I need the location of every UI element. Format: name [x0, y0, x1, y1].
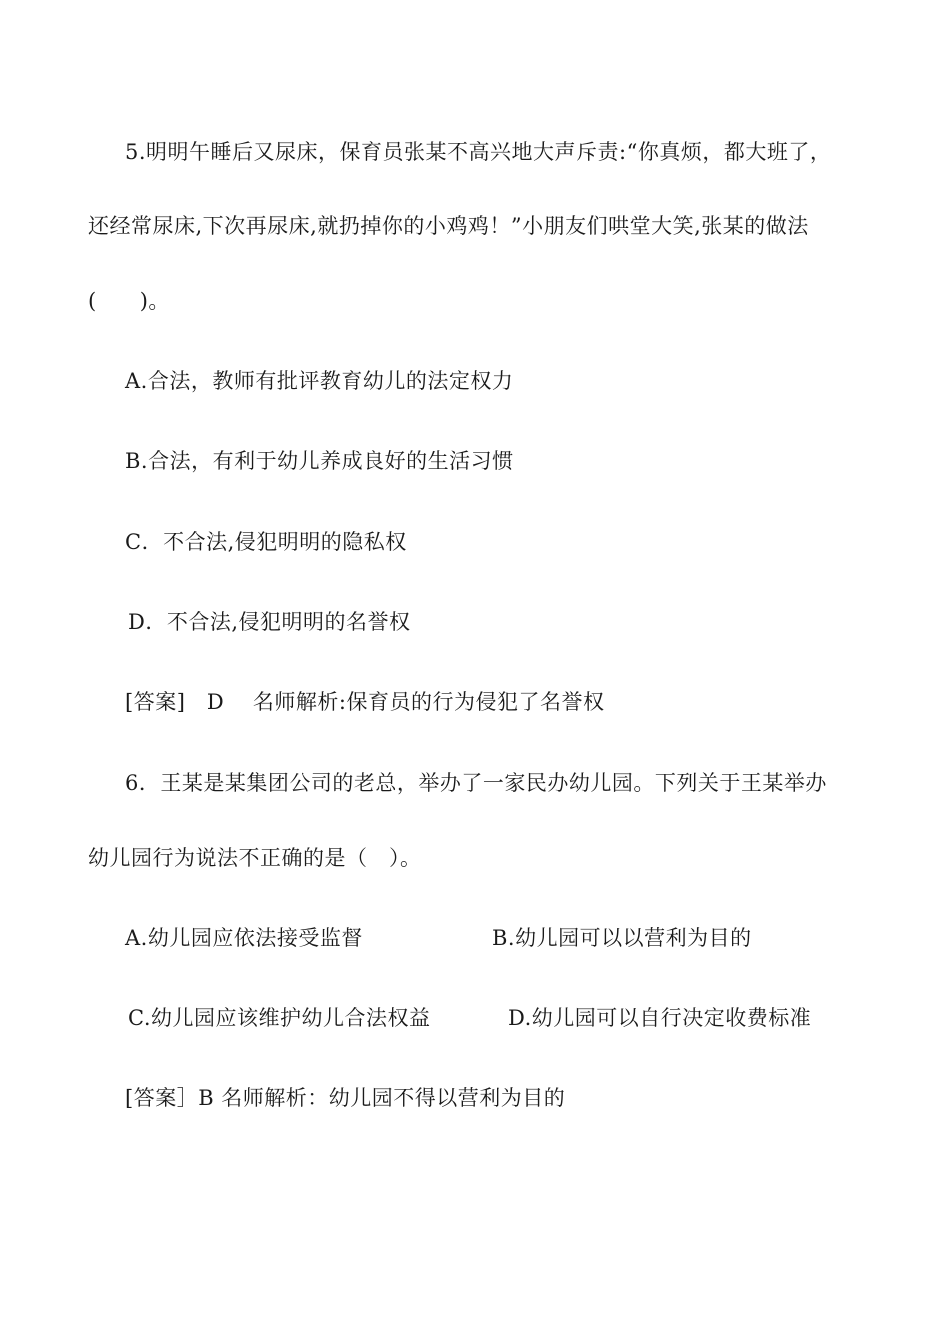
- q5-option-c: C．不合法,侵犯明明的隐私权: [125, 530, 407, 554]
- q5-stem-line-2: 还经常尿床,下次再尿床,就扔掉你的小鸡鸡！”小朋友们哄堂大笑,张某的做法: [88, 214, 809, 238]
- q6-answer: [答案］B 名师解析：幼儿园不得以营利为目的: [125, 1086, 566, 1110]
- q5-option-a: A.合法，教师有批评教育幼儿的法定权力: [125, 369, 514, 393]
- q5-option-d: D．不合法,侵犯明明的名誉权: [128, 610, 411, 634]
- q6-stem-line-1: 6．王某是某集团公司的老总，举办了一家民办幼儿园。下列关于王某举办: [125, 771, 827, 795]
- q6-option-c: C.幼儿园应该维护幼儿合法权益: [128, 1006, 431, 1030]
- q6-option-d: D.幼儿园可以自行决定收费标准: [508, 1006, 812, 1030]
- q6-stem-line-2: 幼儿园行为说法不正确的是（ ）。: [88, 846, 422, 870]
- q6-option-a: A.幼儿园应依法接受监督: [125, 926, 363, 950]
- q5-option-b: B.合法，有利于幼儿养成良好的生活习惯: [125, 449, 514, 473]
- q5-stem-line-3: ( )。: [88, 289, 170, 313]
- q5-stem-line-1: 5.明明午睡后又尿床，保育员张某不高兴地大声斥责:“你真烦，都大班了，: [125, 140, 832, 164]
- q6-option-b: B.幼儿园可以以营利为目的: [492, 926, 752, 950]
- q5-answer: [答案] D 名师解析:保育员的行为侵犯了名誉权: [125, 690, 605, 714]
